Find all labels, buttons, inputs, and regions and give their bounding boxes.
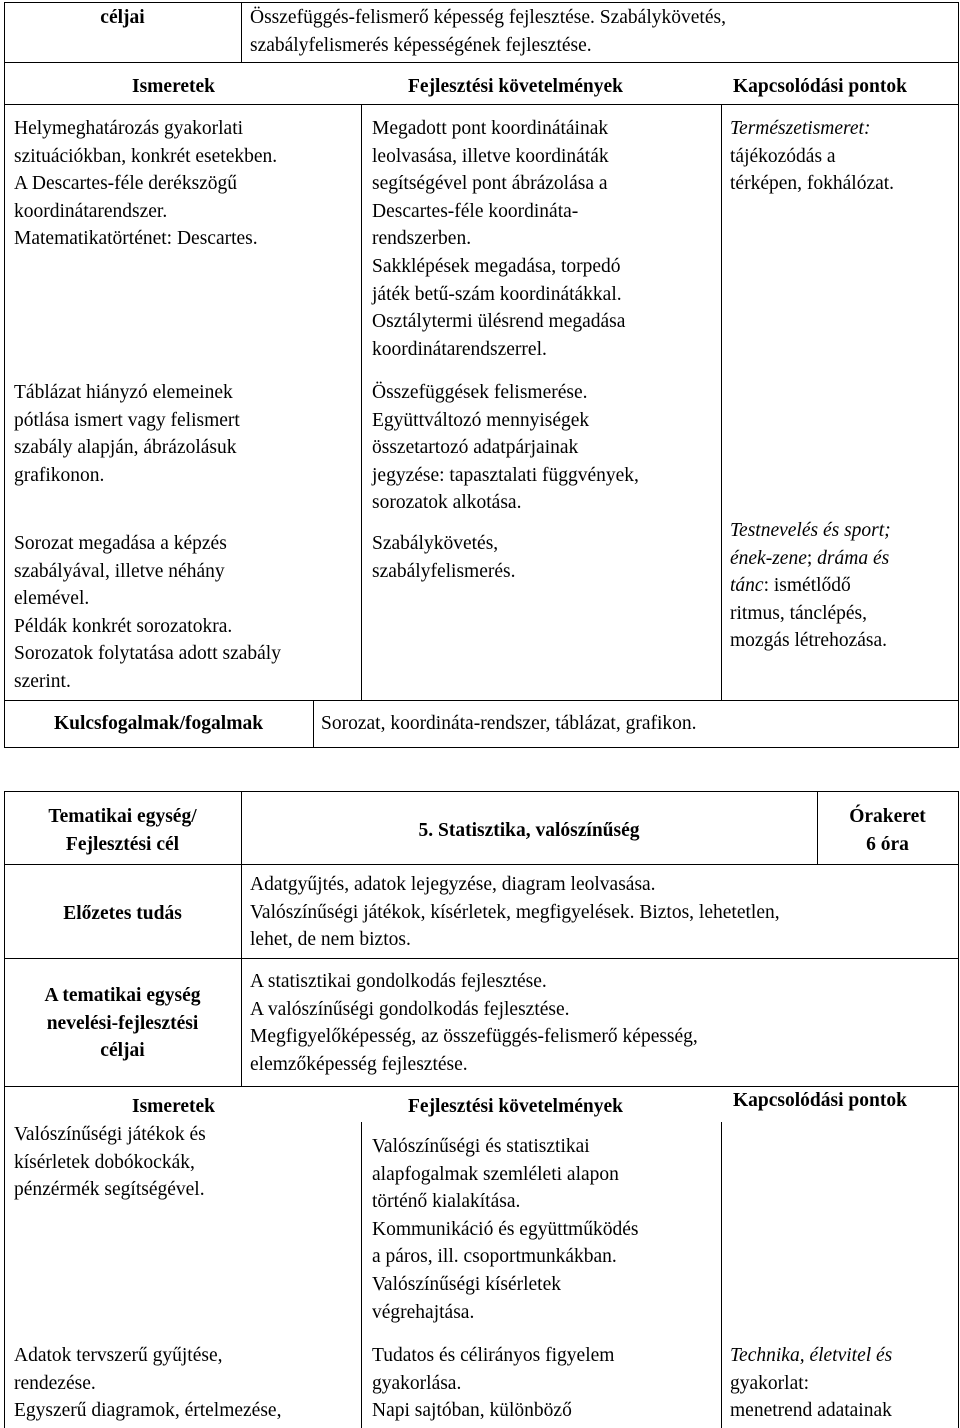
text-line: Sorozat megadása a képzés — [14, 533, 227, 554]
text-line: pénzérmék segítségével. — [14, 1179, 205, 1201]
table-1-border — [4, 104, 959, 105]
text-line: szabályával, illetve néhány — [14, 560, 225, 582]
text-line: Valószínűségi játékok, kísérletek, megfigyelések. Biztos, lehetetlen, — [250, 901, 780, 923]
table-2-border — [4, 864, 959, 865]
goals-line: szabályfelismerés képességének fejlesztése. — [250, 34, 592, 56]
unit-goals-text — [250, 968, 698, 1078]
hours-label: Órakeret — [849, 806, 926, 827]
separator: ; — [806, 547, 818, 569]
subject-name: Technika, életvitel és — [730, 1345, 893, 1366]
text-line: Példák konkrét sorozatokra. — [14, 615, 233, 637]
text-line: tájékozódás a — [730, 145, 836, 167]
text-line: sorozatok alkotása. — [372, 492, 522, 514]
table-2-border — [4, 791, 5, 1428]
text-line: nevelési-fejlesztési — [46, 1012, 199, 1034]
table-2-border — [958, 791, 959, 1428]
goals-label: céljai — [100, 7, 145, 28]
header-connections: Kapcsolódási pontok — [733, 76, 907, 97]
connections-text — [730, 115, 894, 198]
text-line: ritmus, tánclépés, — [730, 602, 868, 624]
text-line: Sorozatok folytatása adott szabály — [14, 643, 281, 665]
text-line: Egyszerű diagramok, értelmezése, — [14, 1400, 282, 1422]
unit-title: 5. Statisztika, valószínűség — [418, 820, 640, 841]
text-line: segítségével pont ábrázolása a — [372, 173, 608, 195]
text-line: Osztálytermi ülésrend megadása — [372, 311, 626, 333]
text-line: gyakorlása. — [372, 1372, 462, 1394]
text-line: végrehajtása. — [372, 1301, 475, 1323]
text-line: szerint. — [14, 670, 71, 692]
connections-text — [730, 517, 891, 655]
text-line: összetartozó adatpárjainak — [372, 437, 579, 459]
subject-name: Természetismeret: — [730, 118, 871, 139]
text-line: koordinátarendszerrel. — [372, 338, 547, 360]
knowledge-text — [14, 115, 277, 253]
hours-box — [817, 803, 958, 858]
key-concepts-value: Sorozat, koordináta-rendszer, táblázat, grafikon. — [321, 713, 697, 734]
key-concepts-label: Kulcsfogalmak/fogalmak — [53, 713, 264, 734]
requirements-text — [372, 115, 625, 363]
header-knowledge: Ismeretek — [132, 76, 216, 97]
subject-name: Testnevelés és sport; — [730, 520, 891, 541]
text-line: Adatgyűjtés, adatok lejegyzése, diagram leolvasása. — [250, 874, 656, 895]
requirements-text — [372, 530, 515, 585]
text-line: Táblázat hiányzó elemeinek — [14, 382, 233, 403]
subject-name: dráma és — [817, 547, 890, 569]
table-2-border — [4, 791, 959, 792]
requirements-text — [372, 1133, 638, 1326]
goals-line: Összefüggés-felismerő képesség fejlesztése. Szabálykövetés, — [250, 7, 726, 28]
text-line: koordinátarendszer. — [14, 200, 168, 222]
text-line: Sakklépések megadása, torpedó — [372, 255, 621, 277]
hours-value: 6 óra — [866, 833, 909, 855]
connections-text — [730, 1342, 892, 1425]
text-line: leolvasása, illetve koordináták — [372, 145, 609, 167]
text-line: A Descartes-féle derékszögű — [14, 173, 238, 195]
text-line: Együttváltozó mennyiségek — [372, 409, 590, 431]
knowledge-text — [14, 1121, 206, 1204]
requirements-text — [372, 1342, 614, 1425]
table-1-border — [958, 2, 959, 747]
text-line: szabályfelismerés. — [372, 560, 516, 582]
table-1-border — [313, 700, 314, 747]
text-line: pótlása ismert vagy felismert — [14, 409, 240, 431]
text-line: rendszerben. — [372, 228, 472, 250]
knowledge-text — [14, 379, 240, 489]
text-line: Tudatos és célirányos figyelem — [372, 1345, 615, 1366]
text-line: kísérletek dobókockák, — [14, 1151, 195, 1173]
prior-knowledge-label: Előzetes tudás — [63, 903, 182, 924]
table-1-border — [4, 2, 959, 3]
text-line: Szabálykövetés, — [372, 533, 499, 554]
text-line: játék betű-szám koordinátákkal. — [372, 283, 622, 305]
text-line: elemével. — [14, 588, 90, 610]
table-2-border — [361, 1122, 362, 1428]
text-line: Matematikatörténet: Descartes. — [14, 228, 258, 250]
subject-name: ének-zene — [730, 547, 807, 569]
knowledge-text — [14, 1342, 281, 1425]
goals-text — [250, 4, 955, 59]
text-line: menetrend adatainak — [730, 1400, 892, 1422]
text-line: rendezése. — [14, 1372, 96, 1394]
header-requirements: Fejlesztési követelmények — [408, 1096, 623, 1117]
text-line: történő kialakítása. — [372, 1191, 521, 1213]
text-line: Adatok tervszerű gyűjtése, — [14, 1345, 223, 1366]
text-line: Valószínűségi és statisztikai — [372, 1136, 590, 1157]
header-requirements: Fejlesztési követelmények — [408, 76, 623, 97]
table-1-border — [4, 747, 959, 748]
text-line: Megfigyelőképesség, az összefüggés-felismerő képesség, — [250, 1026, 698, 1048]
text-line: grafikonon. — [14, 464, 105, 486]
text-line: szabály alapján, ábrázolásuk — [14, 437, 237, 459]
table-2-border — [721, 1122, 722, 1428]
prior-knowledge-text — [250, 871, 780, 954]
text-line: Descartes-féle koordináta- — [372, 200, 579, 222]
requirements-text — [372, 379, 639, 517]
table-1-border — [361, 104, 362, 700]
text-line: elemzőképesség fejlesztése. — [250, 1053, 468, 1075]
text-line: térképen, fokhálózat. — [730, 173, 895, 195]
text-fragment: : ismétlődő — [763, 575, 851, 597]
knowledge-text — [14, 530, 281, 696]
table-1-border — [241, 2, 242, 62]
text-line: A statisztikai gondolkodás fejlesztése. — [250, 971, 547, 992]
unit-label — [4, 803, 241, 858]
text-line: A tematikai egység — [44, 985, 201, 1006]
table-1-border — [4, 2, 5, 747]
text-line: szituációkban, konkrét esetekben. — [14, 145, 278, 167]
text-line: Kommunikáció és együttműködés — [372, 1218, 639, 1240]
text-line: Tematikai egység/ — [48, 806, 197, 827]
text-line: Összefüggések felismerése. — [372, 382, 588, 403]
table-1-border — [4, 700, 959, 701]
text-line: Valószínűségi játékok és — [14, 1124, 206, 1145]
text-line: mozgás létrehozása. — [730, 630, 888, 652]
subject-name: tánc — [730, 575, 764, 597]
table-2-border — [4, 958, 959, 959]
text-line: céljai — [100, 1040, 145, 1062]
text-line: Megadott pont koordinátáinak — [372, 118, 609, 139]
text-line: gyakorlat: — [730, 1372, 810, 1394]
text-line: Fejlesztési cél — [65, 833, 180, 855]
table-1-border — [4, 62, 959, 63]
header-knowledge: Ismeretek — [132, 1096, 216, 1117]
table-1-border — [721, 104, 722, 700]
header-connections: Kapcsolódási pontok — [733, 1090, 907, 1111]
text-line: Helymeghatározás gyakorlati — [14, 118, 244, 139]
text-line: jegyzése: tapasztalati függvények, — [372, 464, 639, 486]
text-line: a páros, ill. csoportmunkákban. — [372, 1246, 617, 1268]
text-line: alapfogalmak szemléleti alapon — [372, 1163, 619, 1185]
text-line: Napi sajtóban, különböző — [372, 1400, 572, 1422]
text-line: A valószínűségi gondolkodás fejlesztése. — [250, 998, 570, 1020]
text-line: lehet, de nem biztos. — [250, 929, 411, 951]
text-line: Valószínűségi kísérletek — [372, 1273, 561, 1295]
unit-goals-label — [4, 982, 241, 1065]
